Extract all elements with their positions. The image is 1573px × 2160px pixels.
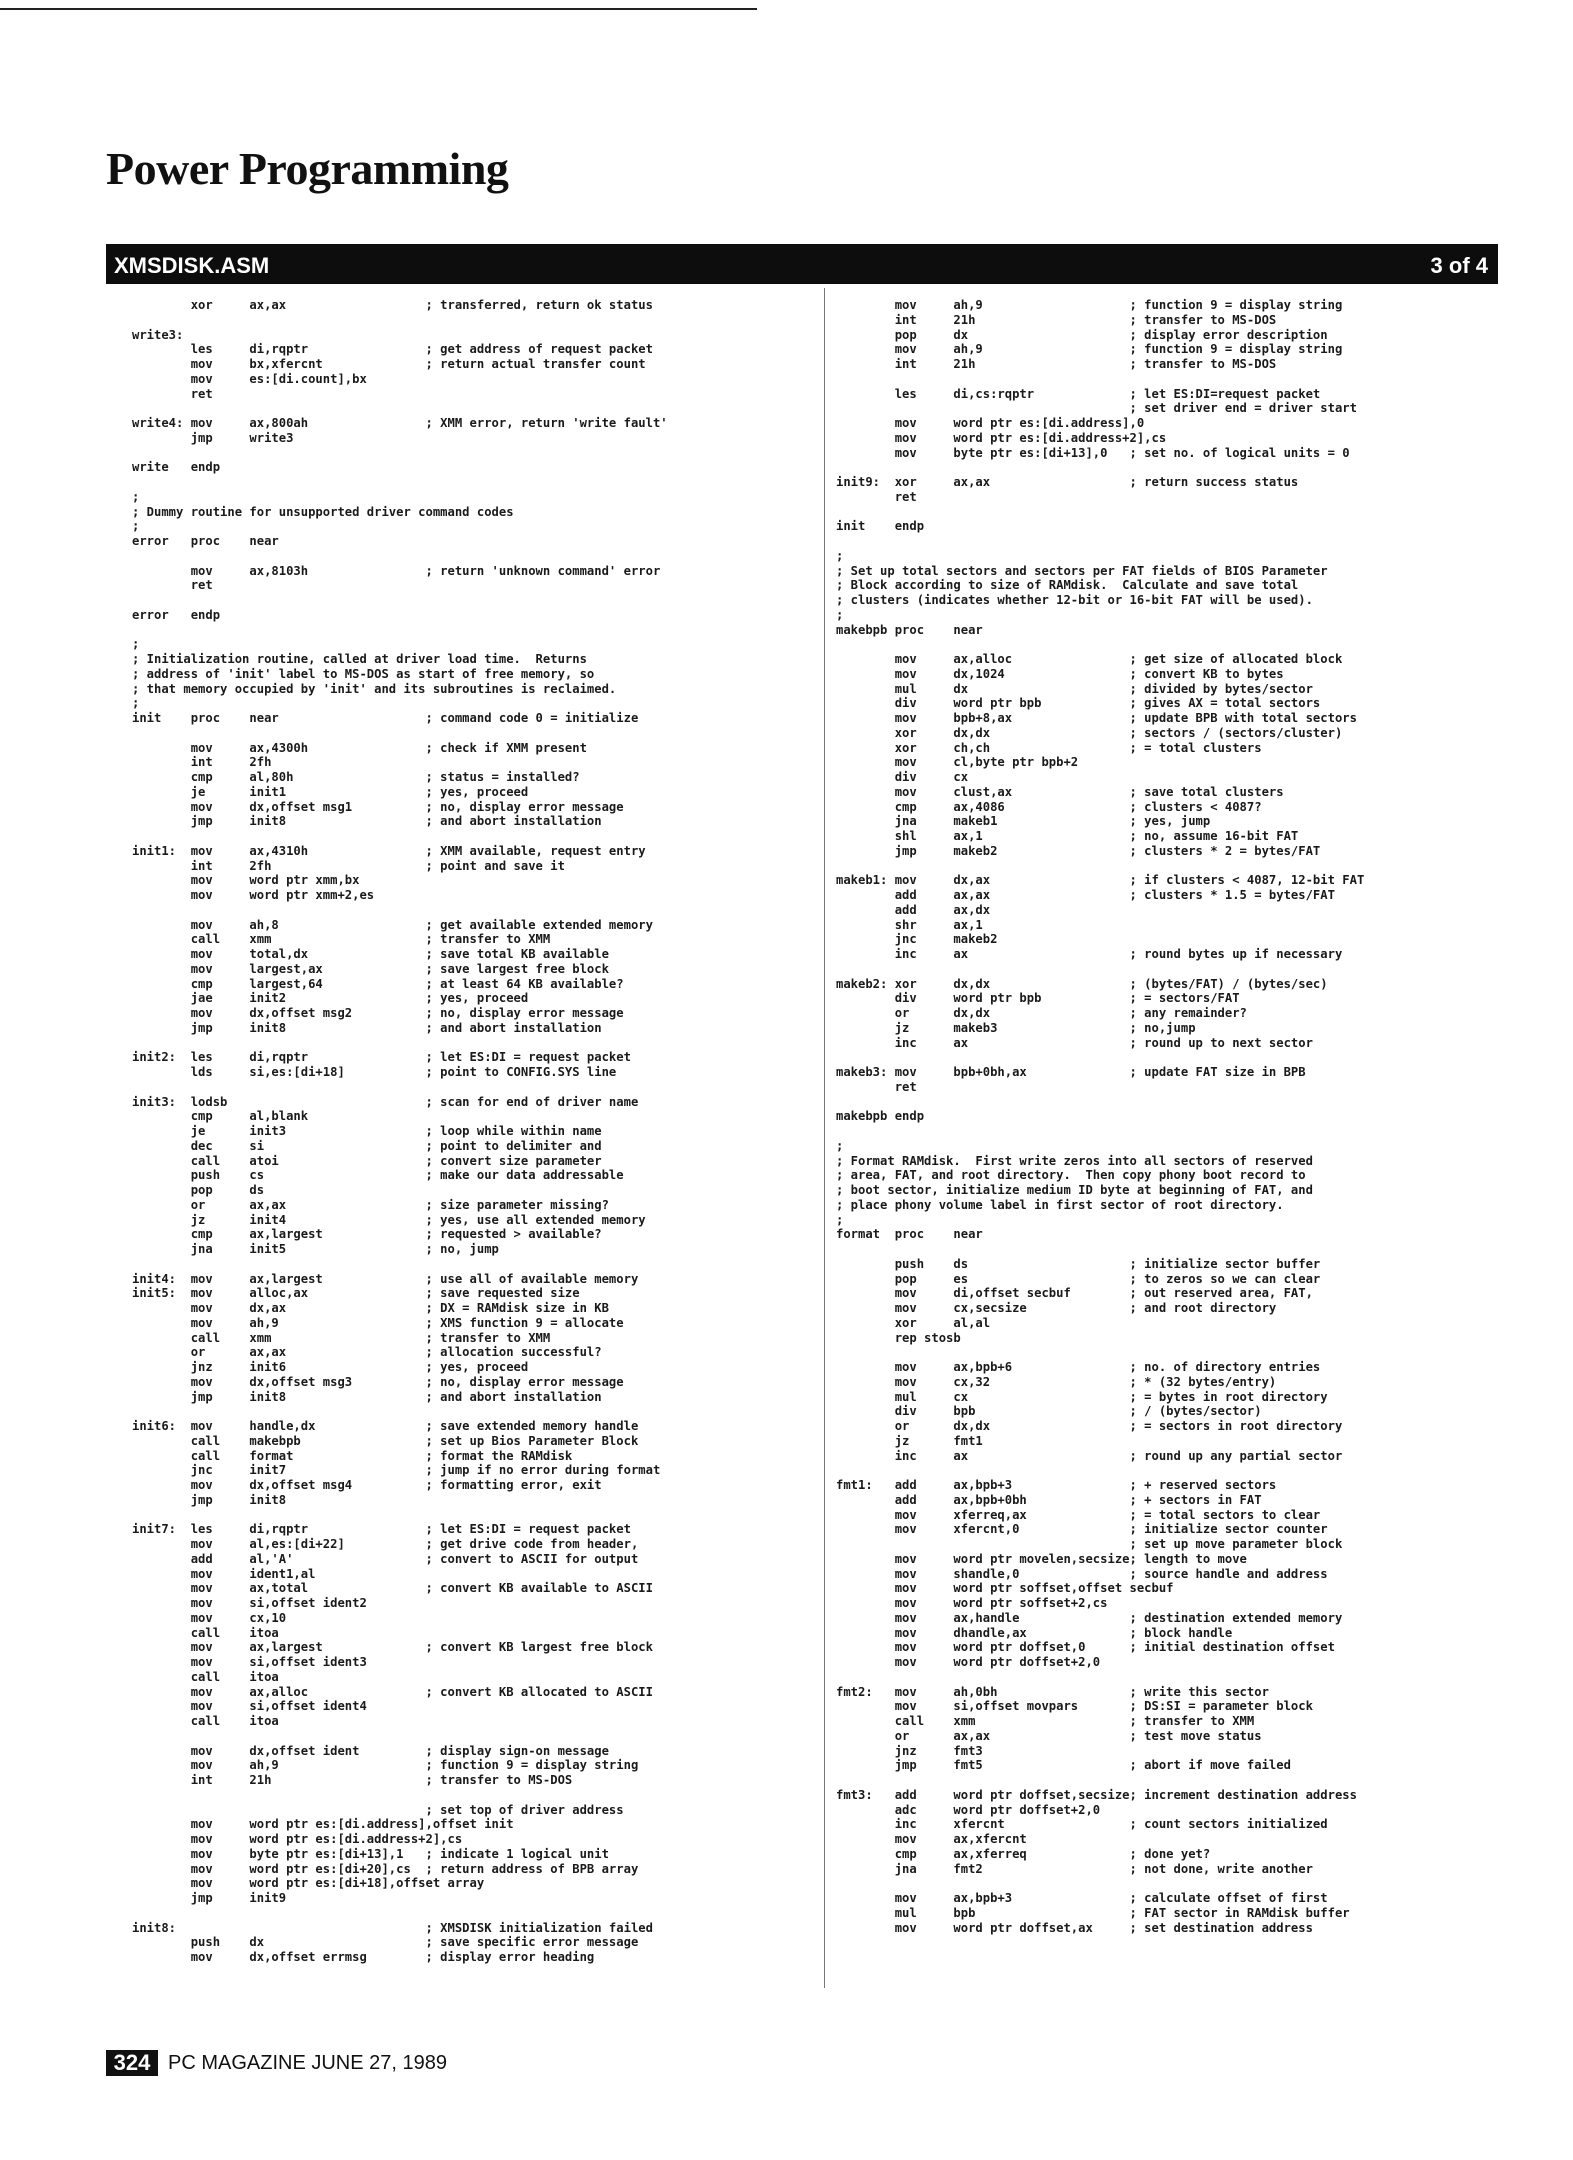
code-listing-right-column: mov ah,9 ; function 9 = display string int 21h ; transfer to MS-DOS pop dx ; display error description mov ah,9 ; function 9 = display string int 21h ; transfer to MS-DOS les di,cs:rqptr ; let ES:DI=request packet ; set driver end = driver start mov word ptr es:[di.address],0 mov word ptr es:[di.address+2],cs mov byte ptr es:[di+13],0 ; set no. of logical units = 0 init9: xor ax,ax ; return success status ret init endp ; ; Set up total sectors and sectors per FAT fields of BIOS Parameter ; Block according to size of RAMdisk. Calculate and save total ; clusters (indicates whether 12-bit or 16-bit FAT will be used). ; makebpb proc near mov ax,alloc ; get size of allocated block mov dx,1024 ; convert KB to bytes mul dx ; divided by bytes/sector div word ptr bpb ; gives AX = total sectors mov bpb+8,ax ; update BPB with total sectors xor dx,dx ; sectors / (sectors/cluster) xor ch,ch ; = total clusters mov cl,byte ptr bpb+2 div cx mov clust,ax ; save total clusters cmp ax,4086 ; clusters < 4087? jna makeb1 ; yes, jump shl ax,1 ; no, assume 16-bit FAT jmp makeb2 ; clusters * 2 = bytes/FAT makeb1: mov dx,ax ; if clusters < 4087, 12-bit FAT add ax,ax ; clusters * 1.5 = bytes/FAT add ax,dx shr ax,1 jnc makeb2 inc ax ; round bytes up if necessary makeb2: xor dx,dx ; (bytes/FAT) / (bytes/sec) div word ptr bpb ; = sectors/FAT or dx,dx ; any remainder? jz makeb3 ; no,jump inc ax ; round up to next sector makeb3: mov bpb+0bh,ax ; update FAT size in BPB ret makebpb endp ; ; Format RAMdisk. First write zeros into all sectors of reserved ; area, FAT, and root directory. Then copy phony boot record to ; boot sector, initialize medium ID byte at beginning of FAT, and ; place phony volume label in first sector of root directory. ; format proc near push ds ; initialize sector buffer pop es ; to zeros so we can clear mov di,offset secbuf ; out reserved area, FAT, mov cx,secsize ; and root directory xor al,al rep stosb mov ax,bpb+6 ; no. of directory entries mov cx,32 ; * (32 bytes/entry) mul cx ; = bytes in root directory div bpb ; / (bytes/sector) or dx,dx ; = sectors in root directory jz fmt1 inc ax ; round up any partial sector fmt1: add ax,bpb+3 ; + reserved sectors add ax,bpb+0bh ; + sectors in FAT mov xferreq,ax ; = total sectors to clear mov xfercnt,0 ; initialize sector counter ; set up move parameter block mov word ptr movelen,secsize; length to move mov shandle,0 ; source handle and address mov word ptr soffset,offset secbuf mov word ptr soffset+2,cs mov ax,handle ; destination extended memory mov dhandle,ax ; block handle mov word ptr doffset,0 ; initial destination offset mov word ptr doffset+2,0 fmt2: mov ah,0bh ; write this sector mov si,offset movpars ; DS:SI = parameter block call xmm ; transfer to XMM or ax,ax ; test move status jnz fmt3 jmp fmt5 ; abort if move failed fmt3: add word ptr doffset,secsize; increment destination address adc word ptr doffset+2,0 inc xfercnt ; count sectors initialized mov ax,xfercnt cmp ax,xferreq ; done yet? jna fmt2 ; not done, write another mov ax,bpb+3 ; calculate offset of first mul bpb ; FAT sector in RAMdisk buffer mov word ptr doffset,ax ; set destination address bbox=[836, 298, 1365, 1935]
listing-page-indicator: 3 of 4 bbox=[1430, 253, 1488, 278]
page-number: 324 bbox=[106, 2050, 158, 2076]
column-divider bbox=[824, 288, 825, 1988]
listing-name: XMSDISK.ASM bbox=[114, 253, 270, 278]
code-listing-left-column: xor ax,ax ; transferred, return ok status write3: les di,rqptr ; get address of request packet mov bx,xfercnt ; return actual transfer count mov es:[di.count],bx ret write4: mov ax,800ah ; XMM error, return 'write fault' jmp write3 write endp ; ; Dummy routine for unsupported driver command codes ; error proc near mov ax,8103h ; return 'unknown command' error ret error endp ; ; Initialization routine, called at driver load time. Returns ; address of 'init' label to MS-DOS as start of free memory, so ; that memory occupied by 'init' and its subroutines is reclaimed. ; init proc near ; command code 0 = initialize mov ax,4300h ; check if XMM present int 2fh cmp al,80h ; status = installed? je init1 ; yes, proceed mov dx,offset msg1 ; no, display error message jmp init8 ; and abort installation init1: mov ax,4310h ; XMM available, request entry int 2fh ; point and save it mov word ptr xmm,bx mov word ptr xmm+2,es mov ah,8 ; get available extended memory call xmm ; transfer to XMM mov total,dx ; save total KB available mov largest,ax ; save largest free block cmp largest,64 ; at least 64 KB available? jae init2 ; yes, proceed mov dx,offset msg2 ; no, display error message jmp init8 ; and abort installation init2: les di,rqptr ; let ES:DI = request packet lds si,es:[di+18] ; point to CONFIG.SYS line init3: lodsb ; scan for end of driver name cmp al,blank je init3 ; loop while within name dec si ; point to delimiter and call atoi ; convert size parameter push cs ; make our data addressable pop ds or ax,ax ; size parameter missing? jz init4 ; yes, use all extended memory cmp ax,largest ; requested > available? jna init5 ; no, jump init4: mov ax,largest ; use all of available memory init5: mov alloc,ax ; save requested size mov dx,ax ; DX = RAMdisk size in KB mov ah,9 ; XMS function 9 = allocate call xmm ; transfer to XMM or ax,ax ; allocation successful? jnz init6 ; yes, proceed mov dx,offset msg3 ; no, display error message jmp init8 ; and abort installation init6: mov handle,dx ; save extended memory handle call makebpb ; set up Bios Parameter Block call format ; format the RAMdisk jnc init7 ; jump if no error during format mov dx,offset msg4 ; formatting error, exit jmp init8 init7: les di,rqptr ; let ES:DI = request packet mov al,es:[di+22] ; get drive code from header, add al,'A' ; convert to ASCII for output mov ident1,al mov ax,total ; convert KB available to ASCII mov si,offset ident2 mov cx,10 call itoa mov ax,largest ; convert KB largest free block mov si,offset ident3 call itoa mov ax,alloc ; convert KB allocated to ASCII mov si,offset ident4 call itoa mov dx,offset ident ; display sign-on message mov ah,9 ; function 9 = display string int 21h ; transfer to MS-DOS ; set top of driver address mov word ptr es:[di.address],offset init mov word ptr es:[di.address+2],cs mov byte ptr es:[di+13],1 ; indicate 1 logical unit mov word ptr es:[di+20],cs ; return address of BPB array mov word ptr es:[di+18],offset array jmp init9 init8: ; XMSDISK initialization failed push dx ; save specific error message mov dx,offset errmsg ; display error heading bbox=[132, 298, 668, 1964]
top-rule bbox=[0, 8, 757, 10]
section-title: Power Programming bbox=[106, 143, 509, 194]
listing-header-bar bbox=[106, 244, 1498, 284]
publication-line: PC MAGAZINE JUNE 27, 1989 bbox=[168, 2052, 447, 2074]
